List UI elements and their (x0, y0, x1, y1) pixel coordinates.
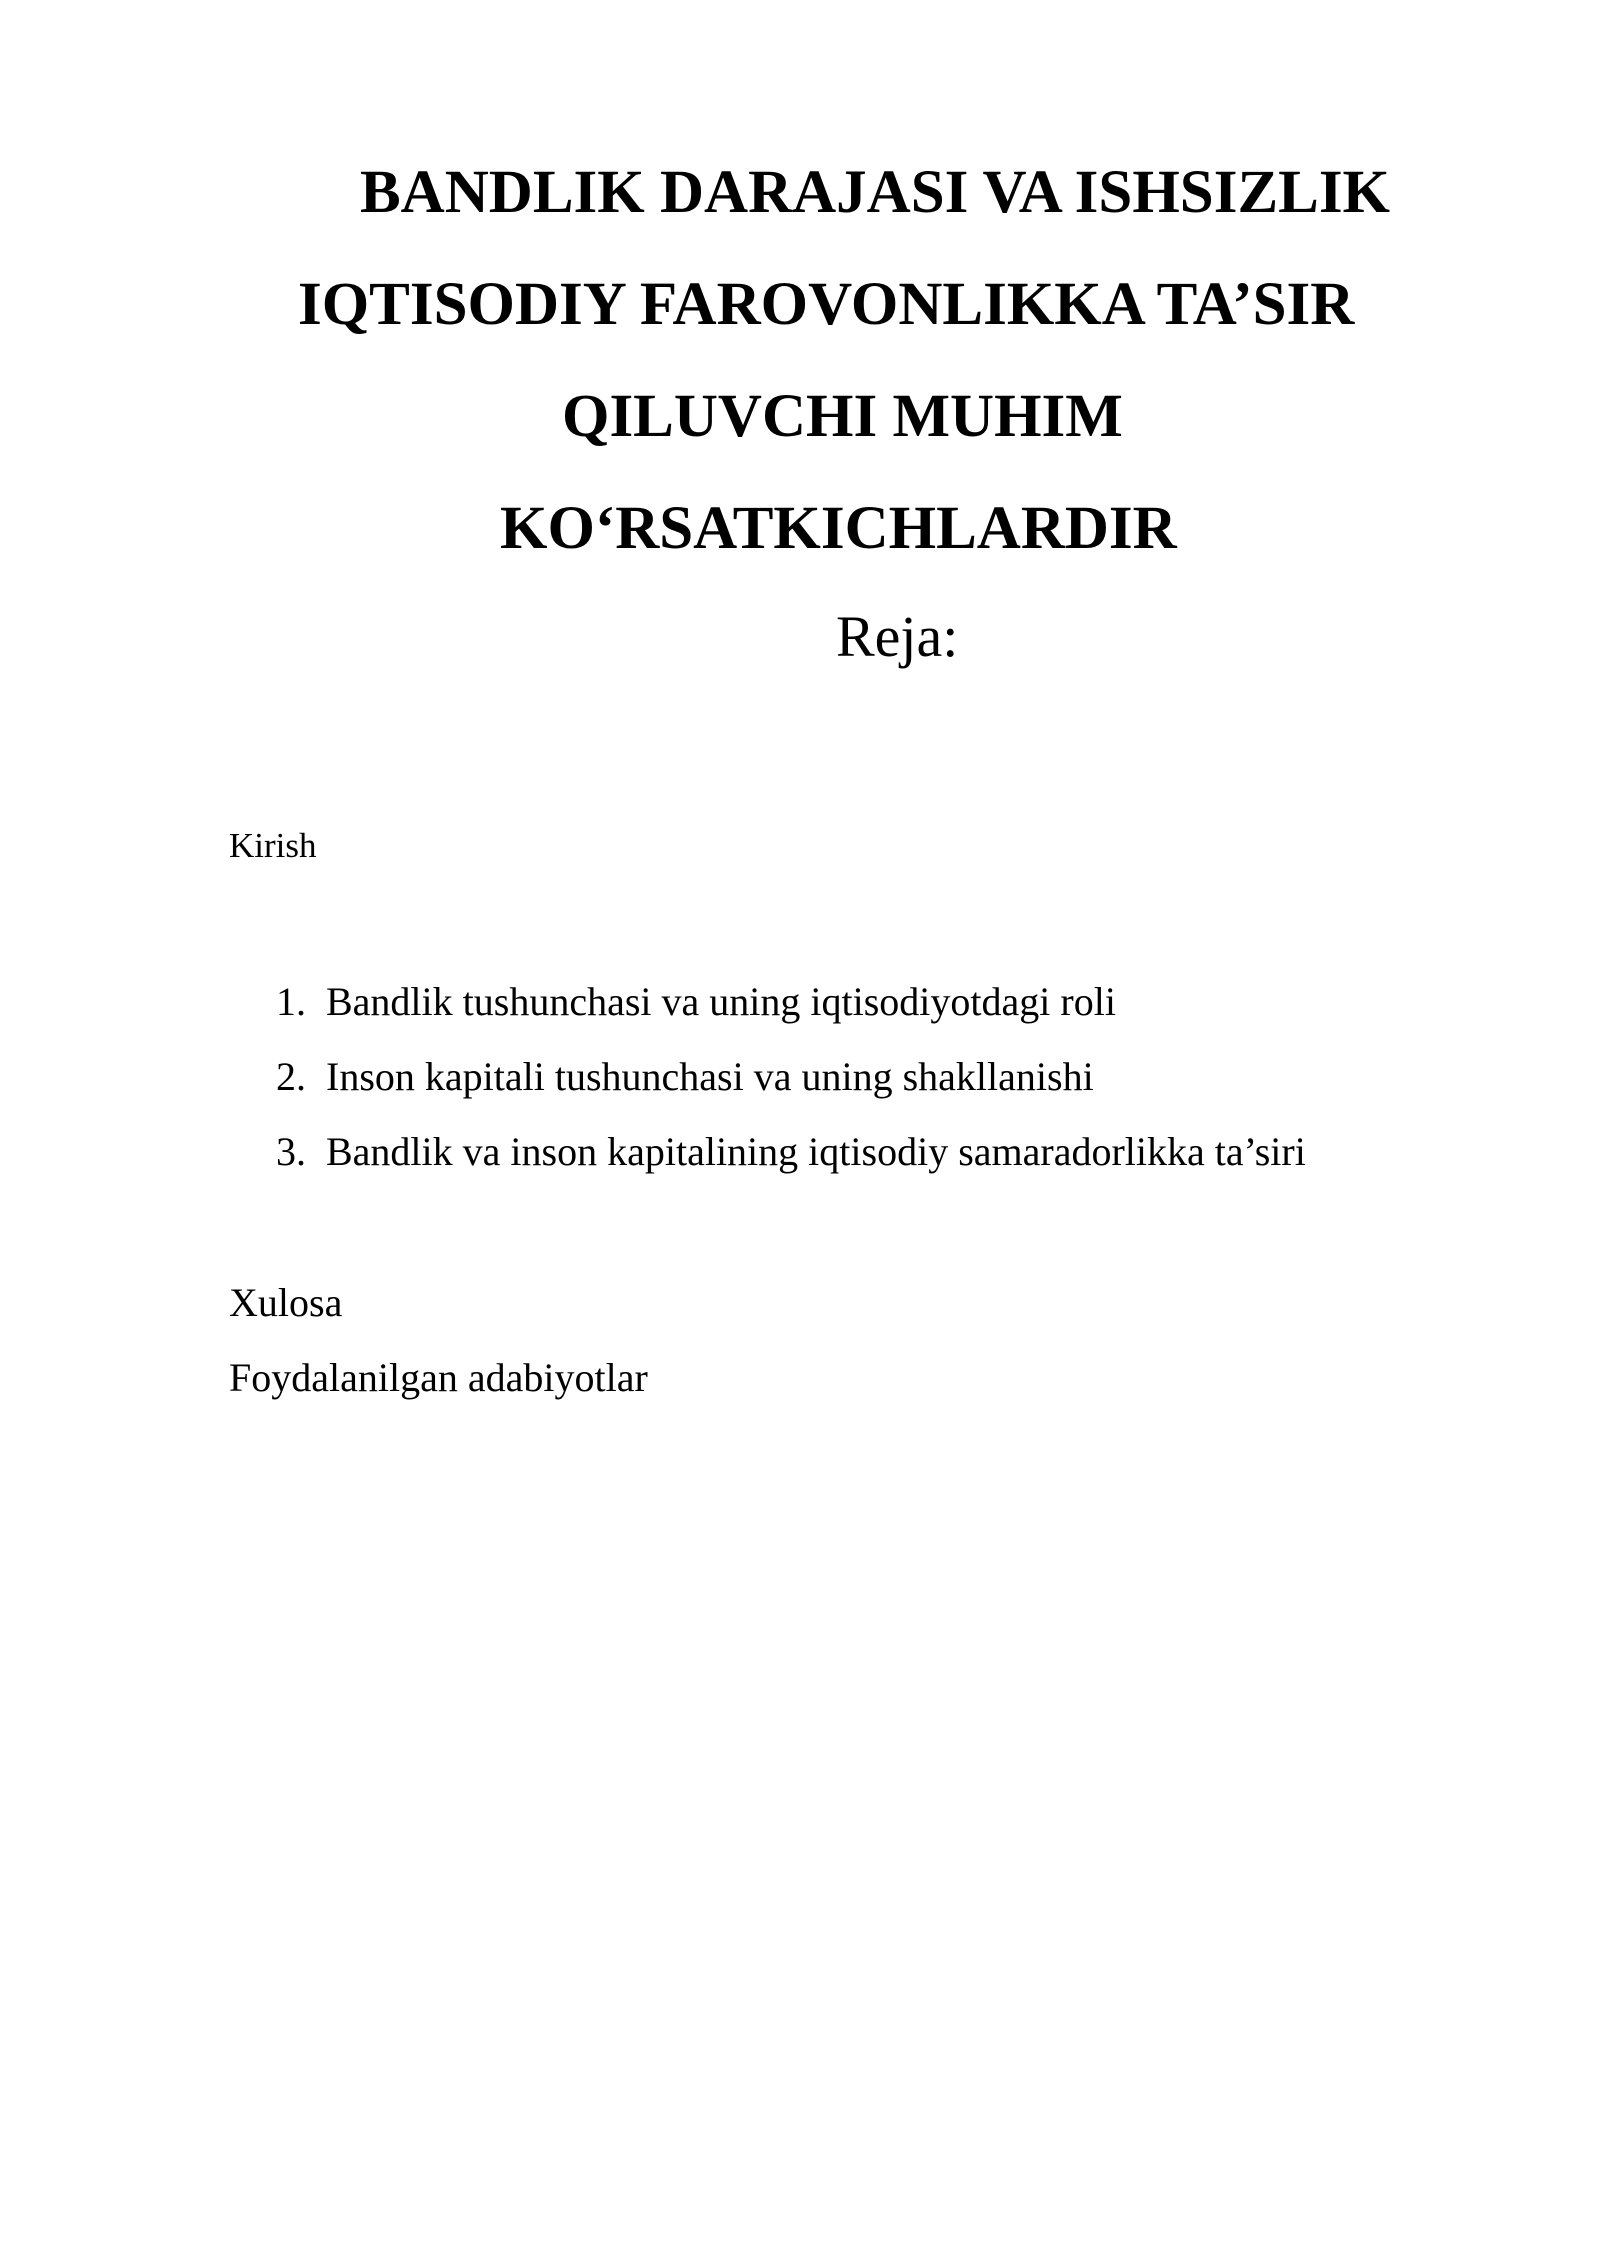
plan-item-number: 2. (276, 1054, 306, 1099)
references-entry: Foydalanilgan adabiyotlar (229, 1355, 648, 1400)
plan-item-1 (276, 979, 1306, 1057)
plan-item-3 (276, 1129, 1306, 1207)
conclusion-entry: Xulosa (229, 1280, 343, 1325)
document-title-line-2: IQTISODIY FAROVONLIKKA TA’SIR (298, 271, 1355, 338)
document-title-line-3: QILUVCHI MUHIM (562, 383, 1123, 450)
document-title-line-4: KO‘RSATKICHLARDIR (500, 495, 1177, 562)
plan-list (276, 979, 1306, 1207)
plan-item-text: Bandlik va inson kapitalining iqtisodiy samaradorlikka ta’siri (326, 1129, 1306, 1174)
plan-item-text: Bandlik tushunchasi va uning iqtisodiyotdagi roli (326, 979, 1116, 1024)
plan-heading: Reja: (836, 604, 959, 669)
plan-item-text: Inson kapitali tushunchasi va uning shakllanishi (326, 1054, 1094, 1099)
plan-item-2 (276, 1054, 1306, 1132)
plan-item-number: 1. (276, 979, 306, 1024)
plan-item-number: 3. (276, 1129, 306, 1174)
intro-entry: Kirish (229, 826, 317, 865)
document-title-line-1: BANDLIK DARAJASI VA ISHSIZLIK (360, 159, 1391, 226)
